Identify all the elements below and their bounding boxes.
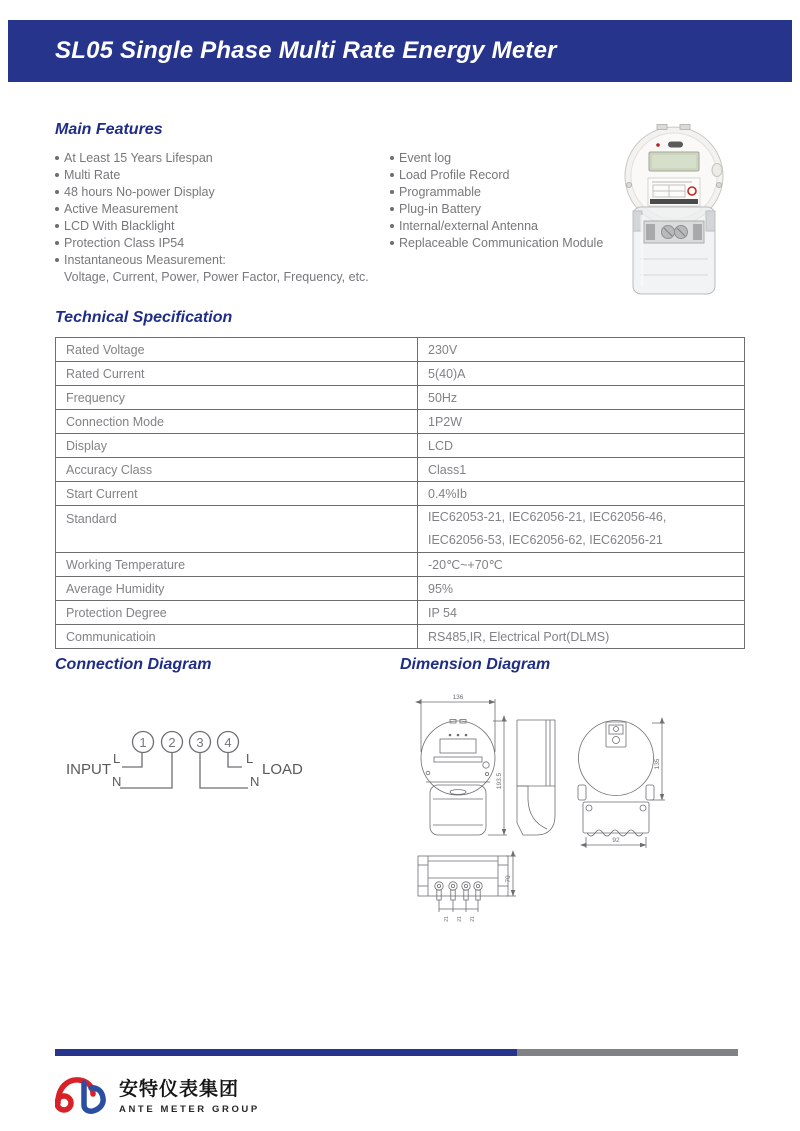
list-item [390, 166, 625, 183]
bullet-icon [390, 241, 394, 245]
footer-rule-blue [55, 1049, 517, 1056]
spec-label: Rated Current [56, 362, 418, 386]
spec-value-line: IEC62053-21, IEC62056-21, IEC62056-46, [428, 510, 667, 524]
spec-value-line: IEC62056-53, IEC62056-62, IEC62056-21 [428, 533, 663, 547]
connection-diagram [50, 700, 350, 825]
table-row [56, 506, 745, 553]
spec-value: IP 54 [418, 601, 745, 625]
spec-label: Display [56, 434, 418, 458]
bullet-icon [390, 190, 394, 194]
main-features-heading: Main Features [55, 121, 163, 138]
feature-text: Load Profile Record [399, 167, 510, 182]
connection-diagram-heading: Connection Diagram [55, 656, 212, 673]
features-list-right [390, 149, 625, 251]
feature-text: Event log [399, 150, 452, 165]
dim-depth-label: 70 [505, 875, 512, 883]
bullet-icon [390, 173, 394, 177]
table-row [56, 434, 745, 458]
list-item [55, 166, 385, 183]
list-item [390, 183, 625, 200]
list-item [390, 149, 625, 166]
feature-text: Multi Rate [64, 167, 121, 182]
spec-value: LCD [418, 434, 745, 458]
bullet-icon [390, 156, 394, 160]
terminal-number: 3 [196, 735, 204, 750]
table-row [56, 338, 745, 362]
spec-label: Connection Mode [56, 410, 418, 434]
bullet-icon [55, 173, 59, 177]
feature-text: Internal/external Antenna [399, 218, 538, 233]
list-item [55, 217, 385, 234]
spec-value [418, 506, 745, 553]
table-row [56, 386, 745, 410]
spec-value: 5(40)A [418, 362, 745, 386]
table-row [56, 553, 745, 577]
feature-continuation: Voltage, Current, Power, Power Factor, Frequency, etc. [64, 269, 369, 284]
dim-pitch-label: 21 [470, 916, 476, 922]
list-item [55, 183, 385, 200]
spec-label: Working Temperature [56, 553, 418, 577]
company-name-en: ANTE METER GROUP [119, 1103, 260, 1115]
spec-value: 230V [418, 338, 745, 362]
bullet-icon [55, 190, 59, 194]
footer-rule-gray [517, 1049, 738, 1056]
spec-label: Standard [56, 506, 418, 553]
bullet-icon [390, 224, 394, 228]
input-label: INPUT [66, 761, 111, 778]
dim-height-label: 193.5 [496, 772, 503, 790]
bullet-icon [55, 207, 59, 211]
load-label: LOAD [262, 761, 303, 778]
dim-back-width-label: 92 [612, 837, 620, 844]
feature-text: Instantaneous Measurement: [64, 252, 226, 267]
bullet-icon [55, 258, 59, 262]
dimension-diagram-heading: Dimension Diagram [400, 656, 551, 673]
table-row [56, 625, 745, 649]
neutral-label: N [250, 774, 260, 789]
specification-table [55, 337, 745, 649]
dim-back-height-label: 135 [654, 758, 661, 770]
feature-text: Active Measurement [64, 201, 178, 216]
bullet-icon [55, 224, 59, 228]
bullet-icon [55, 241, 59, 245]
table-row [56, 458, 745, 482]
logo-text-block [119, 1074, 260, 1115]
spec-label: Rated Voltage [56, 338, 418, 362]
table-row [56, 362, 745, 386]
feature-text: At Least 15 Years Lifespan [64, 150, 213, 165]
table-row [56, 410, 745, 434]
feature-text: Replaceable Communication Module [399, 235, 604, 250]
spec-value: 95% [418, 577, 745, 601]
company-logo [55, 1072, 260, 1116]
table-row [56, 482, 745, 506]
list-item [55, 234, 385, 251]
page-title: SL05 Single Phase Multi Rate Energy Meter [55, 37, 557, 64]
technical-specification-heading: Technical Specification [55, 309, 233, 326]
list-item [390, 217, 625, 234]
spec-label: Protection Degree [56, 601, 418, 625]
energy-meter-photo [620, 122, 732, 300]
table-row [56, 577, 745, 601]
list-item [390, 234, 625, 251]
line-label: L [246, 751, 254, 766]
dim-width-label: 136 [452, 694, 464, 701]
spec-value: Class1 [418, 458, 745, 482]
list-item [390, 200, 625, 217]
bullet-icon [55, 156, 59, 160]
dim-pitch-label: 21 [457, 916, 463, 922]
list-item [55, 149, 385, 166]
feature-text: Plug-in Battery [399, 201, 481, 216]
spec-label: Frequency [56, 386, 418, 410]
features-list-left [55, 149, 385, 285]
table-row [56, 601, 745, 625]
spec-value: 50Hz [418, 386, 745, 410]
list-item [55, 200, 385, 217]
feature-text: Protection Class IP54 [64, 235, 185, 250]
title-banner [8, 20, 792, 82]
terminal-number: 4 [224, 735, 232, 750]
spec-label: Start Current [56, 482, 418, 506]
ante-logo-mark [55, 1073, 109, 1115]
spec-value: RS485,IR, Electrical Port(DLMS) [418, 625, 745, 649]
dimension-diagram [400, 688, 700, 923]
spec-value: 0.4%Ib [418, 482, 745, 506]
feature-text: 48 hours No-power Display [64, 184, 215, 199]
spec-label: Average Humidity [56, 577, 418, 601]
spec-label: Accuracy Class [56, 458, 418, 482]
company-name-cn: 安特仪表集团 [119, 1078, 240, 1100]
spec-value: -20℃~+70℃ [418, 553, 745, 577]
spec-label: Communicatioin [56, 625, 418, 649]
spec-value: 1P2W [418, 410, 745, 434]
list-item [55, 251, 385, 268]
terminal-number: 2 [168, 735, 176, 750]
line-label: L [113, 751, 121, 766]
feature-text: LCD With Blacklight [64, 218, 175, 233]
neutral-label: N [112, 774, 122, 789]
bullet-icon [390, 207, 394, 211]
terminal-number: 1 [139, 735, 147, 750]
feature-text: Programmable [399, 184, 481, 199]
dim-pitch-label: 21 [444, 916, 450, 922]
